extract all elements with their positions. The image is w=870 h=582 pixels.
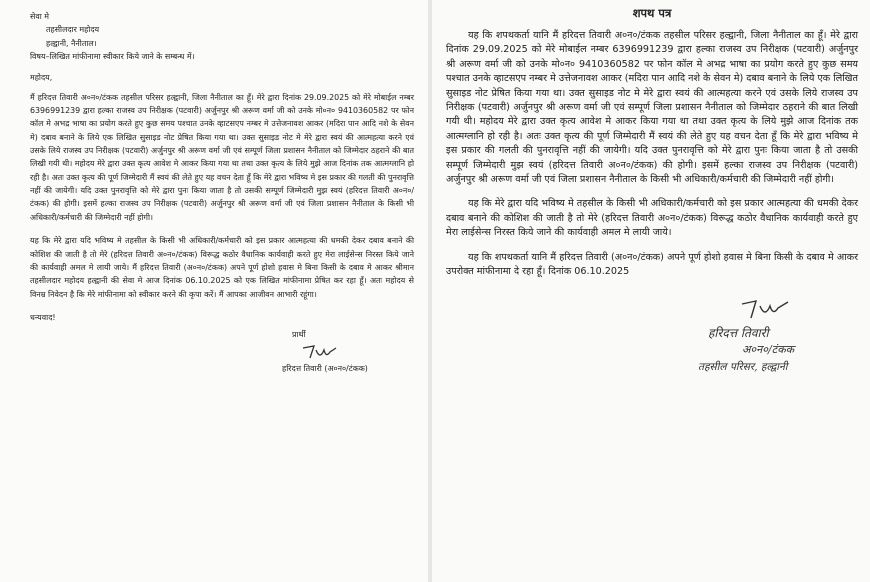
applicant-label: प्रार्थी — [292, 330, 306, 340]
addressee: तहसीलदार महोदय — [46, 25, 100, 35]
right-affidavit-page — [432, 0, 870, 582]
handwritten-designation: अ०न०/टंकक — [742, 342, 795, 356]
affidavit-paragraph-1: यह कि शपथकर्ता यानि मैं हरिदत्त तिवारी अ०न०/टंकक तहसील परिसर हल्द्वानी, जिला नैनीताल का हूँ। मेरे द्वारा दिनांक 29.09.2025 को मेरे मोबाईल नम्बर 6396991239 द्वारा हल्का राजस्व उप निरीक्षक (पटवारी) अर्जुनपुर श्री अरूण वर्मा जी को उनके मो०न० 9410360582 पर फोन कॉल मे अभद्र भाषा का प्रयोग करते हुए कुछ समय पश्चात उनके व्हाटसएप नम्बर मे उत्तेजनावश आकर (मदिरा पान आदि नशे के सेवन मे) दबाव बनाने के लिये एक लिखित सुसाइड नोट प्रेषित किया गया था। उक्त सुसाइड नोट मे मेरे द्वारा स्वयं की आत्महत्या करने एवं उसके लिये राजस्व उप निरीक्षक (पटवारी) अर्जुनपुर श्री अरूण वर्मा जी एवं सम्पूर्ण जिला प्रशासन नैनीताल को जिम्मेदार ठहराने की बात लिखी गयी थी। महोदय मेरे द्वारा उक्त कृत्य आवेश मे आकर किया गया था तथा उक्त कृत्य के लिये मुझे आज दिनांक तक आत्मग्लानि हो रही है। अतः उक्त कृत्य की पूर्ण जिम्मेदारी मैं स्वयं की लेते हुए यह वचन देता हूँ कि मेरे द्वारा भविष्य मे इस प्रकार की गलती की पुनरावृत्ति नहीं की जायेगी। यदि उक्त पुनरावृत्ति को मेरे द्वारा पुनः किया जाता है तो उसकी सम्पूर्ण जिम्मेदारी मुझ स्वयं (हरिदत्त तिवारी अ०न०/टंकक) की होगी। इसमें हल्का राजस्व उप निरीक्षक (पटवारी) अर्जुनपुर श्री अरूण वर्मा जी एवं जिला प्रशासन नैनीताल के किसी भी अधिकारी/कर्मचारी की जिम्मेदारी नहीं होगी। — [446, 30, 858, 186]
handwritten-name: हरिदत्त तिवारी — [708, 325, 769, 340]
affidavit-signature-block — [446, 280, 858, 390]
subject-line: विषय–लिखित मांफीनामा स्वीकार किये जाने के सम्बन्ध में। — [30, 52, 195, 62]
left-letter-page — [0, 0, 428, 582]
affidavit-title: शपथ पत्र — [632, 6, 672, 20]
letter-paragraph-2: यह कि मेरे द्वारा यदि भविष्य मे तहसील के किसी भी अधिकारी/कर्मचारी को इस प्रकार आत्महत्या की धमकी देकर दबाव बनाने की कोशिश की जाती है तो मेरे (हरिदत्त तिवारी अ०न०/टंकक) विरूद्ध कठोर वैधानिक कार्यवाही करते हुए मेरा लाईसेन्स निरस्त किये जाने की कार्यवाही अमल मे लायी जाये। मैं हरिदत्त तिवारी (अ०न०/टंकक) अपने पूर्ण होशो हवास मे बिना किसी के दबाव मे आकर श्रीमान तहसीलदार महोदय हल्द्वानी की सेवा मे आज दिनांक 06.10.2025 को एक लिखित मांफीनामा प्रेषित कर रहा हूँ। अतः महोदय से विनम्र निवेदन है कि मेरे मांफीनामा को स्वीकार करने की कृपा करें। मैं आपका आजीवन आभारी रहूंगा। — [30, 236, 414, 299]
salutation: महोदय, — [30, 73, 53, 83]
signature-scribble-icon — [738, 296, 794, 324]
closing: धन्यवाद! — [30, 312, 56, 322]
signature-scribble-icon — [300, 342, 340, 364]
signature-name: हरिदत्त तिवारी (अ०न०/टंकक) — [282, 364, 368, 374]
affidavit-paragraph-3: यह कि शपथकर्ता यानि मैं हरिदत्त तिवारी (अ०न०/टंकक) अपने पूर्ण होशो हवास मे बिना किसी के दबाव मे आकर उपरोक्त मांफीनामा दे रहा हूँ। दिनांक 06.10.2025 — [446, 251, 858, 278]
handwritten-place: तहसील परिसर, हल्द्वानी — [698, 360, 788, 373]
letter-paragraph-1: मैं हरिदत्त तिवारी अ०न०/टंकक तहसील परिसर हल्द्वानी, जिला नैनीताल का हूँ। मेरे द्वारा दिनांक 29.09.2025 को मेरे मोबाईल नम्बर 6396991239 द्वारा हल्का राजस्व उप निरीक्षक (पटवारी) अर्जुनपुर श्री अरूण वर्मा जी को उनके मो०न० 9410360582 पर फोन कॉल मे अभद्र भाषा का प्रयोग करते हुए कुछ समय पश्चात उनके व्हाटसएप नम्बर मे उत्तेजनावश आकर (मदिरा पान आदि नशे के सेवन मे) दबाव बनाने के लिये एक लिखित सुसाइड नोट प्रेषित किया गया था। उक्त सुसाइड नोट मे मेरे द्वारा स्वयं की आत्महत्या करने एवं उसके लिये राजस्व उप निरीक्षक (पटवारी) अर्जुनपुर श्री अरूण वर्मा जी एवं सम्पूर्ण जिला प्रशासन नैनीताल को जिम्मेदार ठहराने की बात लिखी गयी थी। महोदय मेरे द्वारा उक्त कृत्य आवेश मे आकर किया गया था तथा उक्त कृत्य के लिये मुझे आज दिनांक तक आत्मग्लानि हो रही है। अतः उक्त कृत्य की पूर्ण जिम्मेदारी मैं स्वयं की लेते हुए यह वचन देता हूँ कि मेरे द्वारा भविष्य मे इस प्रकार की गलती की पुनरावृत्ति नहीं की जायेगी। यदि उक्त पुनरावृत्ति को मेरे द्वारा पुनः किया जाता है तो उसकी सम्पूर्ण जिम्मेदारी मुझ स्वयं (हरिदत्त तिवारी अ०न०/टंकक) की होगी। इसमें हल्का राजस्व उप निरीक्षक (पटवारी) अर्जुनपुर श्री अरूण वर्मा जी एवं जिला प्रशासन नैनीताल के किसी भी अधिकारी/कर्मचारी की जिम्मेदारी नहीं होगी। — [30, 92, 414, 222]
affidavit-paragraph-2: यह कि मेरे द्वारा यदि भविष्य मे तहसील के किसी भी अधिकारी/कर्मचारी को इस प्रकार आत्महत्या की धमकी देकर दबाव बनाने की कोशिश की जाती है तो मेरे (हरिदत्त तिवारी अ०न०/टंकक) विरूद्ध कठोर वैधानिक कार्यवाही करते हुए मेरा लाईसेन्स निरस्त किये जाने की कार्यवाही अमल मे लायी जाये। — [446, 198, 858, 239]
address: हल्द्वानी, नैनीताल। — [46, 38, 97, 48]
to-line: सेवा मे — [30, 12, 49, 21]
signature-block — [30, 324, 414, 384]
